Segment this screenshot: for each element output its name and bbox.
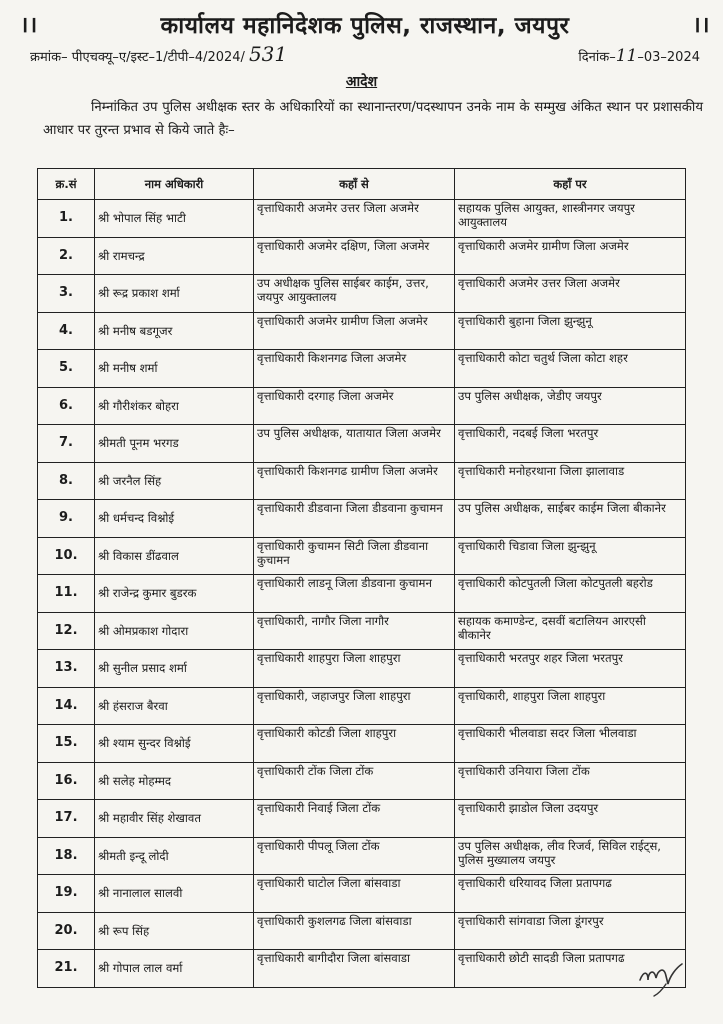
table-row [38,837,686,875]
to-post-cell: वृत्ताधिकारी सांगवाडा जिला डूंगरपुर [455,912,686,950]
table-row [38,950,686,988]
table-row [38,912,686,950]
to-post-cell: वृत्ताधिकारी मनोहरथाना जिला झालावाड [455,462,686,500]
officer-name-cell: श्री सलेह मोहम्मद [95,762,254,800]
table-row [38,650,686,688]
serial-cell: 2. [38,237,95,275]
from-post-cell: वृत्ताधिकारी घाटोल जिला बांसवाडा [254,875,455,913]
to-post-cell: उप पुलिस अधीक्षक, जेडीए जयपुर [455,387,686,425]
officer-name-cell: श्री नानालाल सालवी [95,875,254,913]
title-bars-left: ।। [20,13,38,38]
from-post-cell: वृत्ताधिकारी डीडवाना जिला डीडवाना कुचामन [254,500,455,538]
table-row [38,612,686,650]
officer-name-cell: श्री रामचन्द्र [95,237,254,275]
table-row [38,350,686,388]
from-post-cell: वृत्ताधिकारी पीपलू जिला टोंक [254,837,455,875]
to-post-cell: वृत्ताधिकारी भीलवाडा सदर जिला भीलवाडा [455,725,686,763]
from-post-cell: वृत्ताधिकारी अजमेर उत्तर जिला अजमेर [254,200,455,238]
from-post-cell: वृत्ताधिकारी लाडनू जिला डीडवाना कुचामन [254,575,455,613]
date-label: दिनांक– [578,50,616,65]
to-post-cell: वृत्ताधिकारी, शाहपुरा जिला शाहपुरा [455,687,686,725]
officer-name-cell: श्री महावीर सिंह शेखावत [95,800,254,838]
table-row [38,200,686,238]
from-post-cell: वृत्ताधिकारी कुचामन सिटी जिला डीडवाना कुचामन [254,537,455,575]
serial-cell: 10. [38,537,95,575]
officer-name-cell: श्री भोपाल सिंह भाटी [95,200,254,238]
serial-cell: 6. [38,387,95,425]
serial-cell: 8. [38,462,95,500]
transfer-table [37,168,686,988]
signature-mark [636,950,686,1000]
from-post-cell: वृत्ताधिकारी अजमेर दक्षिण, जिला अजमेर [254,237,455,275]
order-date [578,46,700,66]
table-row [38,687,686,725]
officer-name-cell: श्री गोपाल लाल वर्मा [95,950,254,988]
table-header-row [38,169,686,200]
officer-name-cell: श्री राजेन्द्र कुमार बुडरक [95,575,254,613]
from-post-cell: वृत्ताधिकारी शाहपुरा जिला शाहपुरा [254,650,455,688]
officer-name-cell: श्री ओमप्रकाश गोदारा [95,612,254,650]
to-post-cell: उप पुलिस अधीक्षक, साईबर काईम जिला बीकानेर [455,500,686,538]
officer-name-cell: श्री जरनैल सिंह [95,462,254,500]
from-post-cell: वृत्ताधिकारी अजमेर ग्रामीण जिला अजमेर [254,312,455,350]
to-post-cell: वृत्ताधिकारी छोटी सादडी जिला प्रतापगढ [455,950,686,988]
from-post-cell: वृत्ताधिकारी दरगाह जिला अजमेर [254,387,455,425]
from-post-cell: वृत्ताधिकारी टोंक जिला टोंक [254,762,455,800]
serial-cell: 21. [38,950,95,988]
reference-number [30,42,287,66]
to-post-cell: वृत्ताधिकारी अजमेर उत्तर जिला अजमेर [455,275,686,313]
to-post-cell: वृत्ताधिकारी कोटपुतली जिला कोटपुतली बहरोड [455,575,686,613]
office-title-text: कार्यालय महानिदेशक पुलिस, राजस्थान, जयपुर [160,13,570,39]
to-post-cell: वृत्ताधिकारी धरियावद जिला प्रतापगढ [455,875,686,913]
table-row [38,462,686,500]
serial-cell: 13. [38,650,95,688]
reference-label: क्रमांक– पीएचक्यू–ए/इस्ट–1/टीपी–4/2024/ [30,50,245,65]
to-post-cell: उप पुलिस अधीक्षक, लीव रिजर्व, सिविल राईट्स, पुलिस मुख्यालय जयपुर [455,837,686,875]
table-row [38,275,686,313]
officer-name-cell: श्री धर्मचन्द विश्नोई [95,500,254,538]
officer-name-cell: श्री विकास डींढवाल [95,537,254,575]
to-post-cell: वृत्ताधिकारी चिडावा जिला झुन्झुनू [455,537,686,575]
serial-cell: 20. [38,912,95,950]
table-row [38,537,686,575]
to-post-cell: वृत्ताधिकारी अजमेर ग्रामीण जिला अजमेर [455,237,686,275]
reference-handwritten-number: 531 [248,42,288,66]
from-post-cell: उप अधीक्षक पुलिस साईबर काईम, उत्तर, जयपुर आयुक्तालय [254,275,455,313]
serial-cell: 3. [38,275,95,313]
table-row [38,425,686,463]
officer-name-cell: श्री मनीष बडगूजर [95,312,254,350]
from-post-cell: वृत्ताधिकारी कुशलगढ जिला बांसवाडा [254,912,455,950]
to-post-cell: वृत्ताधिकारी कोटा चतुर्थ जिला कोटा शहर [455,350,686,388]
table-row [38,725,686,763]
officer-name-cell: श्री मनीष शर्मा [95,350,254,388]
table-row [38,237,686,275]
order-heading [0,72,723,91]
date-handwritten-day: 11 [615,46,638,66]
table-row [38,500,686,538]
from-post-cell: वृत्ताधिकारी किशनगढ जिला अजमेर [254,350,455,388]
officer-name-cell: श्री श्याम सुन्दर विश्नोई [95,725,254,763]
header-from: कहाँ से [254,169,455,200]
serial-cell: 1. [38,200,95,238]
serial-cell: 9. [38,500,95,538]
to-post-cell: सहायक पुलिस आयुक्त, शास्त्रीनगर जयपुर आयुक्तालय [455,200,686,238]
to-post-cell: सहायक कमाण्डेन्ट, दसवीं बटालियन आरएसी बीकानेर [455,612,686,650]
from-post-cell: वृत्ताधिकारी, जहाजपुर जिला शाहपुरा [254,687,455,725]
table-row [38,800,686,838]
officer-name-cell: श्रीमती इन्दू लोदी [95,837,254,875]
header-officer-name: नाम अधिकारी [95,169,254,200]
officer-name-cell: श्रीमती पूनम भरगड [95,425,254,463]
reference-line [30,42,700,66]
from-post-cell: उप पुलिस अधीक्षक, यातायात जिला अजमेर [254,425,455,463]
serial-cell: 18. [38,837,95,875]
serial-cell: 14. [38,687,95,725]
table-row [38,312,686,350]
table-row [38,762,686,800]
serial-cell: 11. [38,575,95,613]
table-row [38,875,686,913]
officer-name-cell: श्री रूद्र प्रकाश शर्मा [95,275,254,313]
header-serial: क्र.सं [38,169,95,200]
from-post-cell: वृत्ताधिकारी किशनगढ ग्रामीण जिला अजमेर [254,462,455,500]
to-post-cell: वृत्ताधिकारी, नदबई जिला भरतपुर [455,425,686,463]
serial-cell: 16. [38,762,95,800]
from-post-cell: वृत्ताधिकारी कोटडी जिला शाहपुरा [254,725,455,763]
to-post-cell: वृत्ताधिकारी झाडोल जिला उदयपुर [455,800,686,838]
serial-cell: 17. [38,800,95,838]
to-post-cell: वृत्ताधिकारी बुहाना जिला झुन्झुनू [455,312,686,350]
date-rest: –03–2024 [637,50,700,65]
officer-name-cell: श्री सुनील प्रसाद शर्मा [95,650,254,688]
from-post-cell: वृत्ताधिकारी निवाई जिला टोंक [254,800,455,838]
from-post-cell: वृत्ताधिकारी, नागौर जिला नागौर [254,612,455,650]
serial-cell: 4. [38,312,95,350]
table-row [38,387,686,425]
office-title [20,8,710,40]
serial-cell: 12. [38,612,95,650]
serial-cell: 19. [38,875,95,913]
from-post-cell: वृत्ताधिकारी बागीदौरा जिला बांसवाडा [254,950,455,988]
header-to: कहाँ पर [455,169,686,200]
table-body [38,200,686,988]
title-bars-right: ।। [692,13,710,38]
to-post-cell: वृत्ताधिकारी उनियारा जिला टोंक [455,762,686,800]
order-heading-text: आदेश [345,74,378,90]
officer-name-cell: श्री रूप सिंह [95,912,254,950]
intro-paragraph: निम्नांकित उप पुलिस अधीक्षक स्तर के अधिकारियों का स्थानान्तरण/पदस्थापन उनके नाम के सम्मुख अंकित स्थान पर प्रशासकीय आधार पर तुरन्त प्रभाव से किये जाते हैः– [43,100,703,138]
serial-cell: 5. [38,350,95,388]
officer-name-cell: श्री गौरीशंकर बोहरा [95,387,254,425]
to-post-cell: वृत्ताधिकारी भरतपुर शहर जिला भरतपुर [455,650,686,688]
officer-name-cell: श्री हंसराज बैरवा [95,687,254,725]
serial-cell: 15. [38,725,95,763]
table-row [38,575,686,613]
serial-cell: 7. [38,425,95,463]
